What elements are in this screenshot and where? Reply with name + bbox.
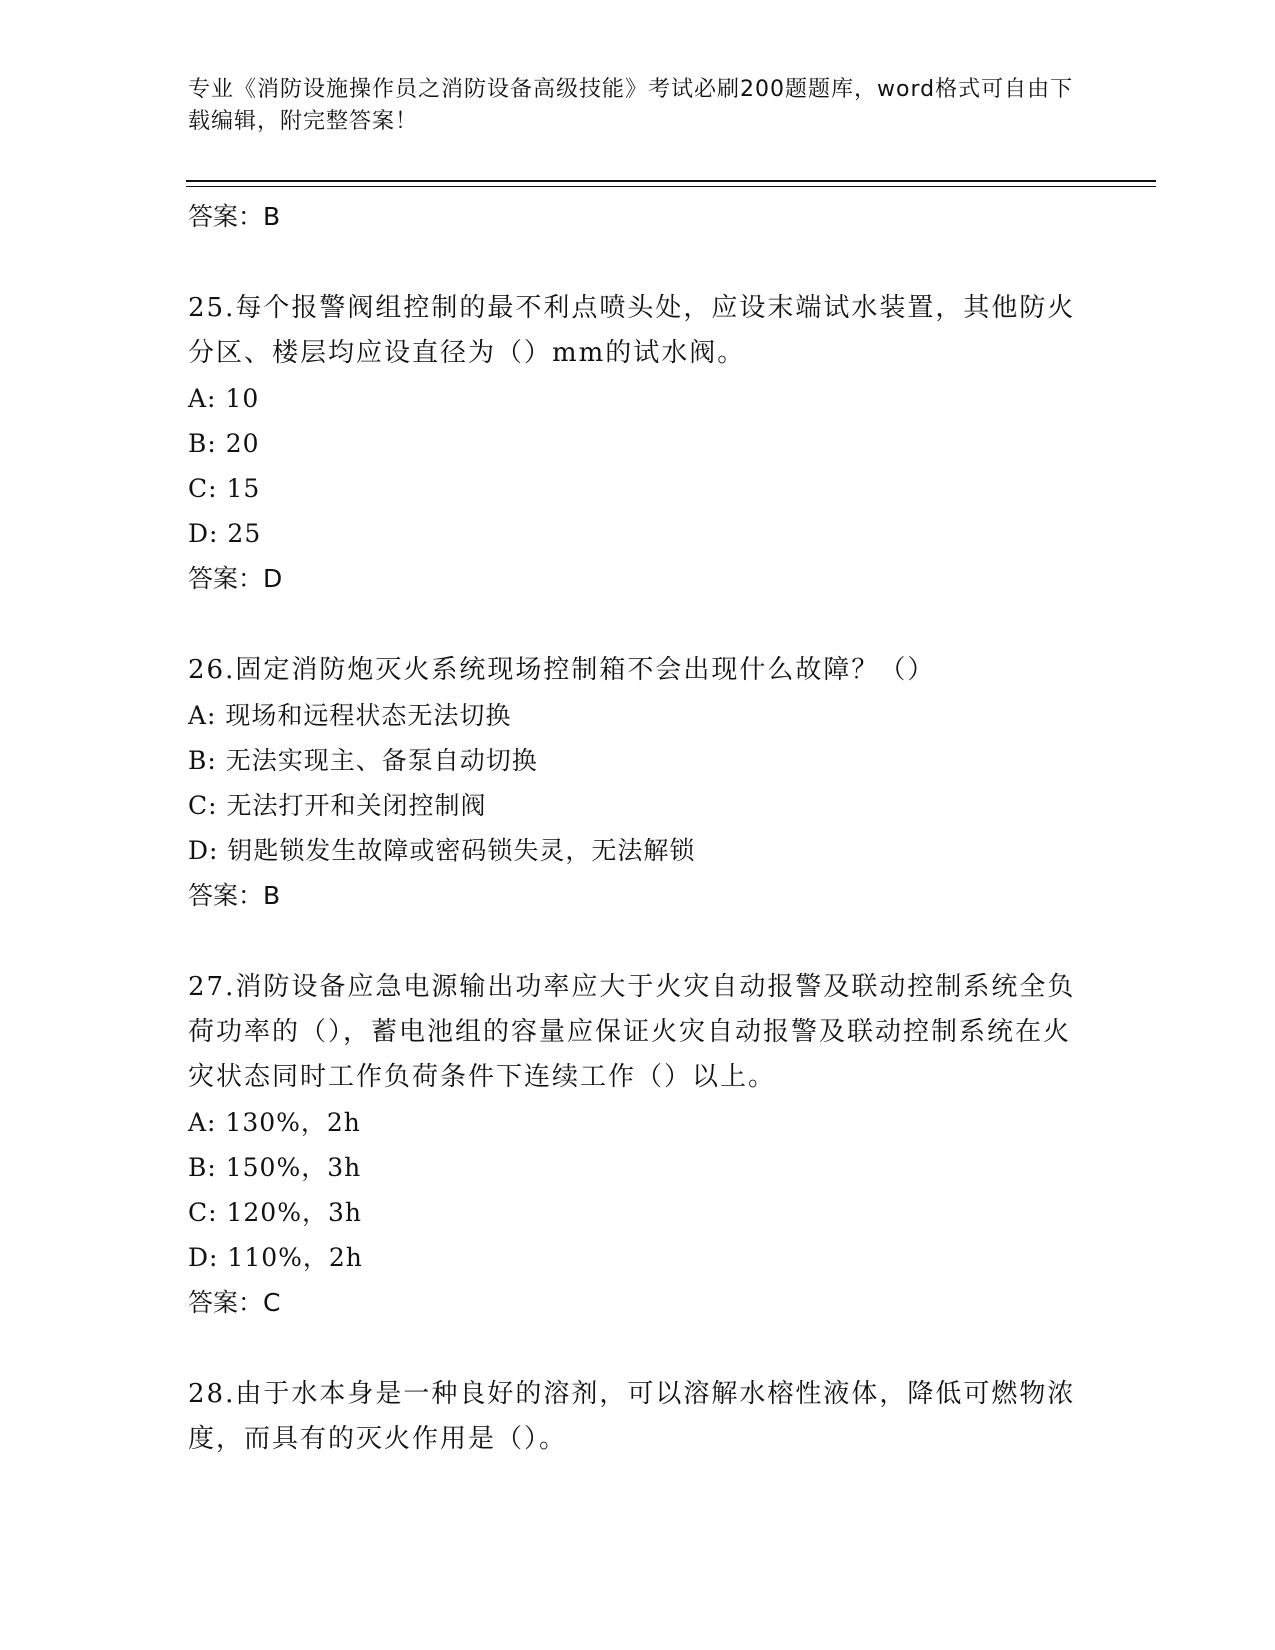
previous-answer: 答案：B [188, 202, 281, 231]
option-a: A: 10 [188, 384, 260, 413]
option-a: A: 现场和远程状态无法切换 [188, 701, 512, 730]
question-stem: 25.每个报警阀组控制的最不利点喷头处，应设末端试水装置，其他防火分区、楼层均应设直径为（）mm的试水阀。 [188, 293, 1076, 368]
option-d: D: 钥匙锁发生故障或密码锁失灵，无法解锁 [188, 836, 696, 865]
question-stem: 27.消防设备应急电源输出功率应大于火灾自动报警及联动控制系统全负荷功率的（），蓄电池组的容量应保证火灾自动报警及联动控制系统在火灾状态同时工作负荷条件下连续工作（）以上。 [188, 972, 1076, 1092]
option-a: A: 130%，2h [188, 1108, 361, 1137]
header-rule-thin [186, 186, 1156, 187]
document-header: 专业《消防设施操作员之消防设备高级技能》考试必刷200题题库，word格式可自由下载编辑，附完整答案！ [188, 77, 1074, 134]
question-26 [188, 648, 1088, 919]
option-c: C: 无法打开和关闭控制阀 [188, 791, 487, 820]
option-b: B: 20 [188, 429, 260, 458]
answer: 答案：C [188, 1288, 281, 1317]
option-c: C: 15 [188, 474, 261, 503]
question-content [188, 194, 1088, 1462]
answer: 答案：B [188, 881, 281, 910]
option-b: B: 150%，3h [188, 1153, 362, 1182]
option-d: D: 110%，2h [188, 1243, 363, 1272]
answer: 答案：D [188, 564, 283, 593]
question-28 [188, 1372, 1088, 1462]
question-27 [188, 965, 1088, 1326]
header-rule-thick [186, 180, 1156, 182]
option-b: B: 无法实现主、备泵自动切换 [188, 746, 538, 775]
question-stem: 26.固定消防炮灭火系统现场控制箱不会出现什么故障？（） [188, 655, 936, 685]
option-d: D: 25 [188, 519, 262, 548]
question-25 [188, 286, 1088, 602]
question-stem: 28.由于水本身是一种良好的溶剂，可以溶解水榕性液体，降低可燃物浓度，而具有的灭火作用是（）。 [188, 1379, 1076, 1454]
option-c: C: 120%，3h [188, 1198, 362, 1227]
